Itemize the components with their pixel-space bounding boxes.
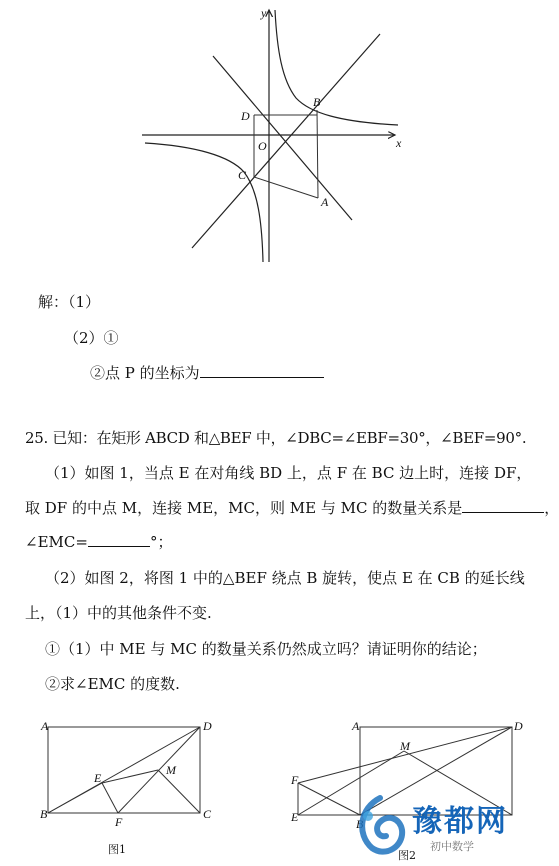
point-B-label: B (313, 95, 321, 109)
fig2-label-F: F (291, 773, 299, 787)
fig2-label-B: B (356, 817, 364, 831)
q25-line3 (25, 498, 559, 518)
fig1-label-C: C (203, 807, 212, 821)
fig2-caption: 图2 (398, 849, 416, 862)
emc-angle-blank[interactable] (88, 532, 150, 547)
q25-line2: （1）如图 1，当点 E 在对角线 BD 上，点 F 在 BC 边上时，连接 DF， (45, 464, 532, 482)
hyperbola-lower-branch (145, 143, 263, 262)
fig1-label-F: F (115, 815, 123, 829)
watermark-logo-icon (350, 794, 410, 858)
answer-intro: 解：（1） (38, 293, 101, 311)
fig2-label-M: M (400, 739, 410, 753)
q25-line7: ①（1）中 ME 与 MC 的数量关系仍然成立吗？请证明你的结论； (45, 640, 487, 658)
q25-line4 (25, 532, 172, 552)
segment-MC (158, 770, 200, 813)
fig2-label-E: E (291, 810, 299, 824)
y-axis-label: y (261, 6, 267, 20)
coordinate-figure (140, 0, 410, 270)
segment-BM (48, 783, 102, 813)
q25-line1: 25. 已知：在矩形 ABCD 和△BEF 中，∠DBC=∠EBF=30°，∠BEF=90°. (25, 429, 527, 447)
segment-CA (254, 177, 318, 198)
p-coordinate-text: ②点 P 的坐标为 (90, 364, 200, 382)
q25-line4-text: ∠EMC= (25, 533, 88, 551)
fig1-caption: 图1 (108, 843, 126, 856)
p-coordinate-blank[interactable] (200, 363, 324, 378)
q25-line5: （2）如图 2，将图 1 中的△BEF 绕点 B 旋转，使点 E 在 CB 的延长线 (45, 569, 525, 587)
segment-FD (298, 727, 512, 783)
origin-label: O (258, 139, 267, 153)
answer-p-coordinate (90, 363, 324, 383)
point-D-label: D (241, 109, 250, 123)
x-axis-label: x (396, 136, 402, 150)
figure-1-svg (38, 715, 218, 865)
coordinate-figure-svg (140, 0, 410, 270)
watermark (350, 790, 550, 860)
q25-line3-suffix: ， (544, 499, 559, 517)
q25-line3-text: 取 DF 的中点 M，连接 ME，MC，则 ME 与 MC 的数量关系是 (25, 499, 463, 517)
segment-BA (317, 110, 318, 198)
fig1-label-B: B (40, 807, 48, 821)
segment-ME (102, 770, 158, 783)
hyperbola-upper-branch (275, 10, 398, 125)
answer-part2: （2）① (64, 329, 119, 347)
q25-line8: ②求∠EMC 的度数. (45, 675, 180, 693)
fig2-label-D: D (514, 719, 523, 733)
watermark-sub: 初中数学 (430, 840, 474, 853)
watermark-brand: 豫都网 (412, 804, 508, 839)
line-AC-extended (192, 34, 380, 248)
segment-EF (102, 783, 118, 813)
fig1-label-D: D (203, 719, 212, 733)
figure-1 (38, 715, 218, 865)
fig1-label-E: E (94, 771, 102, 785)
me-mc-relation-blank[interactable] (462, 498, 544, 513)
q25-line4-suffix: °； (149, 533, 173, 551)
point-A-label: A (321, 195, 329, 209)
q25-line6: 上，（1）中的其他条件不变. (25, 604, 212, 622)
fig1-label-A: A (41, 719, 49, 733)
fig2-label-A: A (352, 719, 360, 733)
line-through-origin (213, 56, 352, 220)
point-C-label: C (238, 168, 247, 182)
fig1-label-M: M (166, 763, 176, 777)
